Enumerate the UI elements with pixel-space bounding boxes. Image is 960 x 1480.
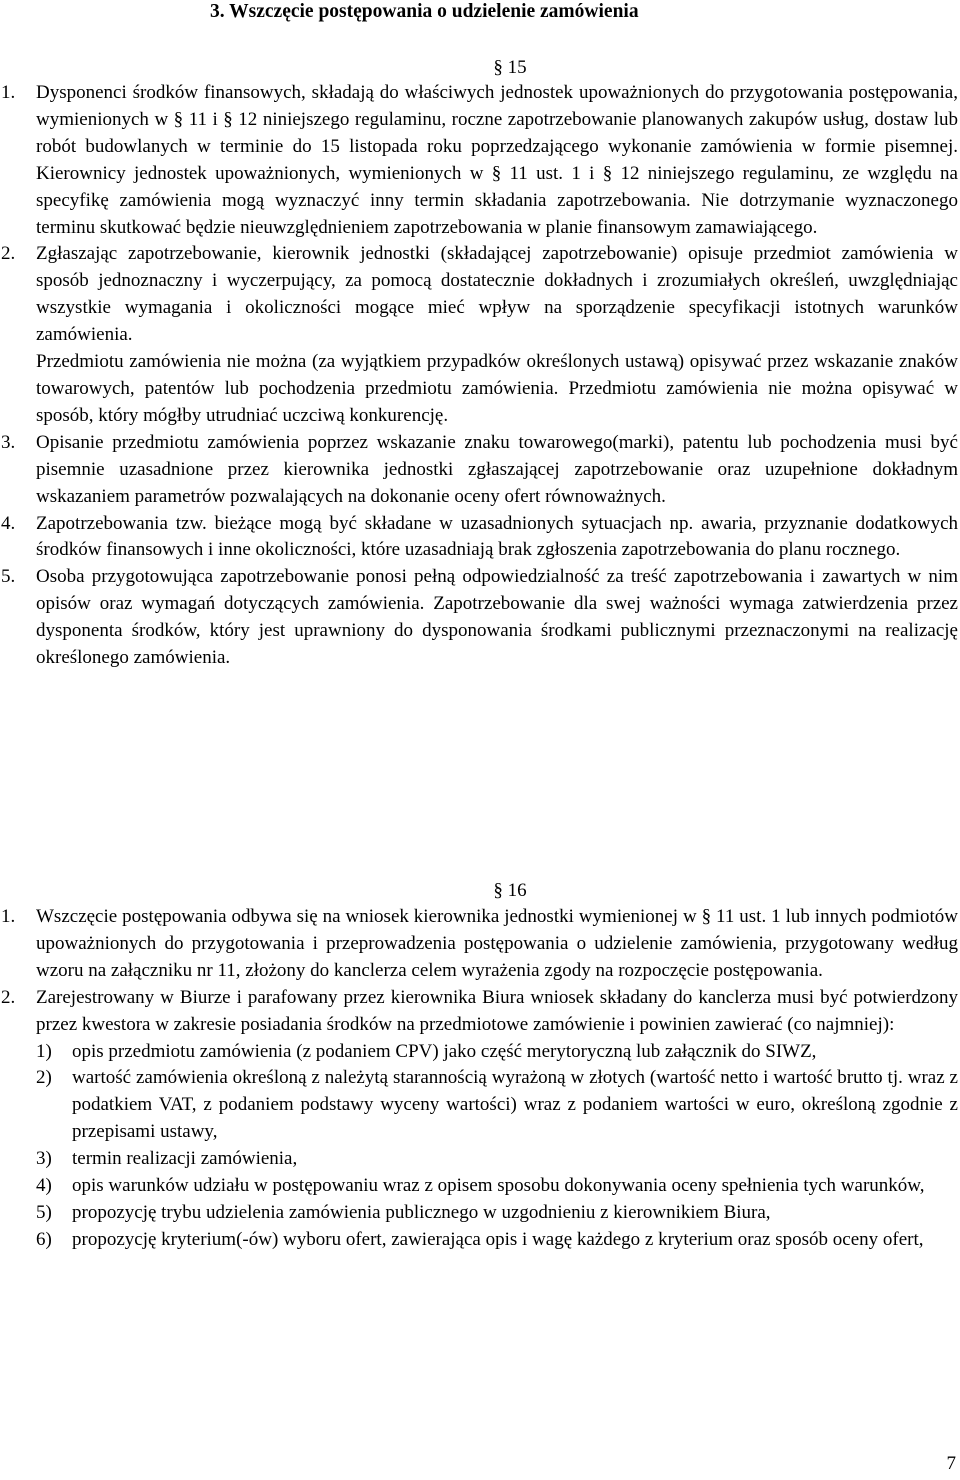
list-item: 4. Zapotrzebowania tzw. bieżące mogą być składane w uzasadnionych sytuacjach np. awaria, przyznanie dodatkowych środków finansowych i inne okoliczności, które uzasadniają brak zgłoszenia zapotrzebowania do planu rocznego. <box>1 512 958 561</box>
sub-list-item: 1) opis przedmiotu zamówienia (z podaniem CPV) jako część merytoryczną lub załącznik do SIWZ, <box>36 1040 817 1062</box>
sub-list-item: 4) opis warunków udziału w postępowaniu wraz z opisem sposobu dokonywania oceny spełnienia tych warunków, <box>36 1175 925 1197</box>
list-item: 2. Zarejestrowany w Biurze i parafowany przez kierownika Biura wniosek składany do kanclerza musi być potwierdzony przez kwestora w zakresie posiadania środków na przedmiotowe zamówienie i powinien zawierać (co najmniej): 1) opis przedmiotu zamówienia (z podaniem CPV) jako część merytoryczną lub załącznik do SIWZ, 2) wartość zamówienia określoną z należytą starannością wyrażoną w złotych (wartość netto i wartość brutto tj. wraz z podatkiem VAT, z podaniem podstawy wyceny wartości) wraz z podaniem wartości w euro, określoną zgodnie z przepisami ustawy, 3) termin realizacji zamówienia, 4) opis warunków udziału w postępowaniu wraz z opisem sposobu dokonywania oceny spełnienia tych warunków, 5) propozycję trybu udzielenia zamówienia publicznego w uzgodnieniu z kierownikiem Biura, 6) propozycję kryterium(-ów) wyboru ofert, zawierająca opis i wagę każdego z kryterium oraz sposób oceny ofert, <box>0 985 960 1254</box>
sub-list-item: 5) propozycję trybu udzielenia zamówienia publicznego w uzgodnieniu z kierownikiem Biura, <box>36 1201 771 1223</box>
list-item: 1. Dysponenci środków finansowych, składają do właściwych jednostek upoważnionych do przygotowania postępowania, wymienionych w § 11 i § 12 niniejszego regulaminu, roczne zapotrzebowanie planowanych zakupów usług, dostaw lub robót budowlanych w terminie do 15 listopada roku poprzedzającego wykonanie zamówienia w formie pisemnej. Kierownicy jednostek upoważnionych, wymienionych w § 11 ust. 1 i § 12 niniejszego regulaminu, ze względu na specyfikę zamówienia mogą wyznaczyć inny termin składania zapotrzebowania. Nie dotrzymanie wyznaczonego terminu skutkować będzie nieuwzględnieniem zapotrzebowania w planie finansowym zamawiającego. <box>1 82 958 238</box>
chapter-heading: 3. Wszczęcie postępowania o udzielenie zamówienia <box>210 1 639 22</box>
list-item: 1. Wszczęcie postępowania odbywa się na wniosek kierownika jednostki wymienionej w § 11 ust. 1 lub innych podmiotów upoważnionych do przygotowania i przeprowadzenia postępowania o udzielenie zamówienia, przygotowany według wzoru na załączniku nr 11, złożony do kanclerza celem wyrażenia zgody na rozpoczęcie postępowania. <box>1 906 958 981</box>
sub-list-item: 2) wartość zamówienia określoną z należytą starannością wyrażoną w złotych (wartość netto i wartość brutto tj. wraz z podatkiem VAT, z podaniem podstawy wyceny wartości) wraz z podaniem wartości w euro, określoną zgodnie z przepisami ustawy, <box>36 1067 958 1143</box>
section-16-label: § 16 <box>493 880 527 901</box>
list-item: 2. Zgłaszając zapotrzebowanie, kierownik jednostki (składającej zapotrzebowanie) opisuje przedmiot zamówienia w sposób jednoznaczny i wyczerpujący, za pomocą dostatecznie dokładnych i zrozumiałych określeń, uwzględniając wszystkie wymagania i okoliczności mogące mieć wpływ na sporządzenie specyfikacji istotnych warunków zamówienia. Przedmiotu zamówienia nie można (za wyjątkiem przypadków określonych ustawą) opisywać przez wskazanie znaków towarowych, patentów lub pochodzenia przedmiotu zamówienia. Przedmiotu zamówienia nie można opisywać w sposób, który mógłby utrudniać uczciwą konkurencję. <box>1 243 958 426</box>
sub-list-item: 3) termin realizacji zamówienia, <box>36 1148 298 1170</box>
section-15-list <box>0 80 960 672</box>
page-number: 7 <box>946 1453 956 1474</box>
sub-list-item: 6) propozycję kryterium(-ów) wyboru ofert, zawierająca opis i wagę każdego z kryterium oraz sposób oceny ofert, <box>36 1228 924 1250</box>
section-16-list <box>0 904 960 1254</box>
section-15-label: § 15 <box>493 57 527 78</box>
list-item: 5. Osoba przygotowująca zapotrzebowanie ponosi pełną odpowiedzialność za treść zapotrzebowania i zawartych w nim opisów oraz wymagań dotyczących zamówienia. Zapotrzebowanie dla swej ważności wymaga zatwierdzenia przez dysponenta środków, który jest uprawniony do dysponowania środkami publicznymi przeznaczonymi na realizację określonego zamówienia. <box>1 566 958 669</box>
sub-list <box>36 1039 958 1254</box>
list-item: 3. Opisanie przedmiotu zamówienia poprzez wskazanie znaku towarowego(marki), patentu lub pochodzenia musi być pisemnie uzasadnione przez kierownika jednostki zgłaszającej zapotrzebowanie oraz uzupełnione dokładnym wskazaniem parametrów pozwalających na dokonanie oceny ofert równoważnych. <box>1 431 958 507</box>
